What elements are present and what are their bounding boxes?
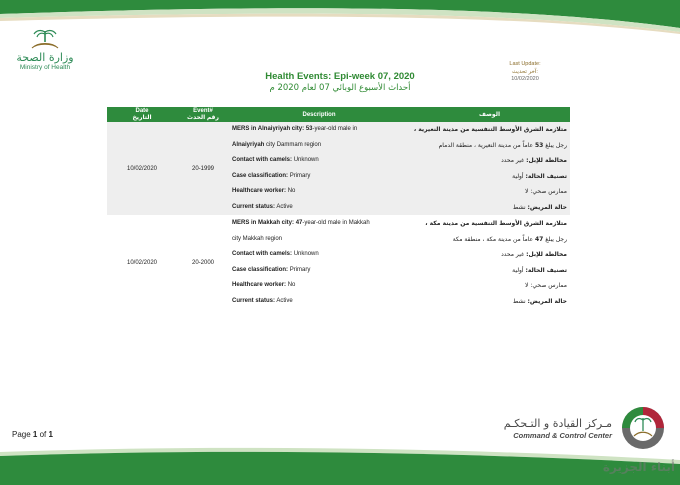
ar-status-value: نشط: [512, 297, 526, 305]
event-date: 10/02/2020: [107, 122, 177, 215]
event-description-arabic: [409, 215, 570, 310]
ar-status-value: نشط: [512, 203, 526, 211]
event-header-ar: رقم الحدث: [187, 115, 219, 121]
desc-location: MERS in Alnaiyriyah city:: [232, 126, 305, 132]
camels-value: Unknown: [293, 251, 319, 257]
desc-location: MERS in Makkah city:: [232, 220, 295, 226]
ar-class-label: تصنيف الحالة:: [525, 266, 567, 274]
ar-class-label: تصنيف الحالة:: [525, 172, 567, 180]
event-date: 10/02/2020: [107, 215, 177, 310]
event-description: [229, 215, 409, 310]
date-header-en: Date: [135, 108, 149, 114]
desc-region: city Makkah region: [232, 235, 283, 242]
page-prefix: Page: [12, 430, 33, 439]
last-update: [490, 61, 560, 84]
event-number: 20-1999: [177, 122, 229, 215]
ar-line-1: متلازمة الشرق الأوسط التنفسية من مدينة النعيرية ،: [413, 126, 567, 133]
ar-line-2a: رجل يبلغ: [545, 141, 567, 149]
desc-age: 53: [305, 126, 313, 132]
header-swoosh: [0, 0, 680, 40]
ar-age: 47: [535, 235, 544, 243]
ar-line-1: متلازمة الشرق الأوسط التنفسية من مدينة مكة ،: [425, 220, 567, 227]
ar-line-2b: عاماً من مدينة مكة ، منطقة مكة: [452, 235, 534, 243]
desc-text: -year-old male in: [312, 126, 358, 132]
column-header-event: [177, 107, 229, 122]
ar-status-label: حالة المريض:: [527, 297, 567, 305]
classification-value: Primary: [289, 266, 311, 273]
status-value: Active: [276, 203, 293, 210]
classification-value: Primary: [289, 172, 311, 179]
page-total: 1: [48, 430, 53, 439]
ar-line-2b: عاماً من مدينة النعيرية ، منطقة الدمام: [438, 141, 534, 149]
camels-label: Contact with camels:: [232, 251, 293, 257]
last-update-label-arabic: آخر تحديث:: [512, 68, 538, 75]
classification-label: Case classification:: [232, 266, 289, 273]
ar-camels-label: مخالطة للإبل:: [526, 157, 567, 164]
column-header-date: [107, 107, 177, 122]
event-description-arabic: [409, 122, 570, 215]
table-row: [107, 215, 570, 310]
healthcare-worker-label: Healthcare worker:: [232, 282, 287, 288]
ministry-logo: [10, 28, 80, 78]
healthcare-worker-value: No: [287, 188, 296, 194]
page-number: [12, 430, 53, 439]
ar-age: 53: [535, 141, 544, 149]
desc-text: -year-old male in Makkah: [302, 220, 370, 226]
camels-label: Contact with camels:: [232, 157, 293, 163]
desc-city: Alnaiyriyah: [232, 141, 265, 148]
ministry-name-english: Ministry of Health: [19, 64, 71, 71]
palm-swords-icon: [28, 28, 62, 50]
ar-camels-value: غير محدد: [501, 157, 525, 164]
ar-camels-value: غير محدد: [501, 251, 525, 258]
column-header-description: Description: [229, 107, 409, 122]
ar-status-label: حالة المريض:: [527, 203, 567, 211]
table-row: [107, 122, 570, 215]
watermark: أبناء الجزيرة: [602, 460, 675, 474]
ar-hcw: ممارس صحي: لا: [525, 282, 567, 289]
page-title: Health Events: Epi-week 07, 2020: [265, 71, 415, 82]
ar-line-2a: رجل يبلغ: [545, 235, 567, 243]
date-header-ar: التاريخ: [132, 115, 152, 121]
page-current: 1: [32, 430, 38, 439]
ar-class-value: أولية: [512, 172, 524, 180]
status-value: Active: [276, 297, 293, 304]
classification-label: Case classification:: [232, 172, 289, 179]
event-description: [229, 122, 409, 215]
command-center-name-english: Command & Control Center: [513, 431, 612, 440]
desc-age: 47: [295, 220, 303, 226]
page-title-arabic: أحداث الأسبوع الوبائي 07 لعام 2020 م: [269, 83, 411, 93]
ministry-name-arabic: وزارة الصحة: [16, 51, 74, 64]
last-update-label: Last Update:: [509, 61, 541, 67]
desc-region: city Dammam region: [266, 141, 322, 148]
event-number: 20-2000: [177, 215, 229, 310]
last-update-date: 10/02/2020: [511, 76, 539, 82]
page-of: of: [37, 430, 49, 439]
ar-class-value: أولية: [512, 266, 524, 274]
column-header-description-arabic: الوصف: [409, 107, 570, 122]
table-header-row: [107, 107, 570, 122]
healthcare-worker-value: No: [287, 282, 296, 288]
healthcare-worker-label: Healthcare worker:: [232, 188, 287, 194]
camels-value: Unknown: [293, 157, 319, 163]
ar-camels-label: مخالطة للإبل:: [526, 251, 567, 258]
status-label: Current status:: [232, 203, 276, 210]
ar-hcw: ممارس صحي: لا: [525, 188, 567, 195]
status-label: Current status:: [232, 297, 276, 304]
event-header-en: Event#: [193, 108, 213, 114]
events-table: [107, 107, 570, 310]
command-center-name-arabic: مـركز القيادة و التـحكـم: [503, 417, 612, 430]
